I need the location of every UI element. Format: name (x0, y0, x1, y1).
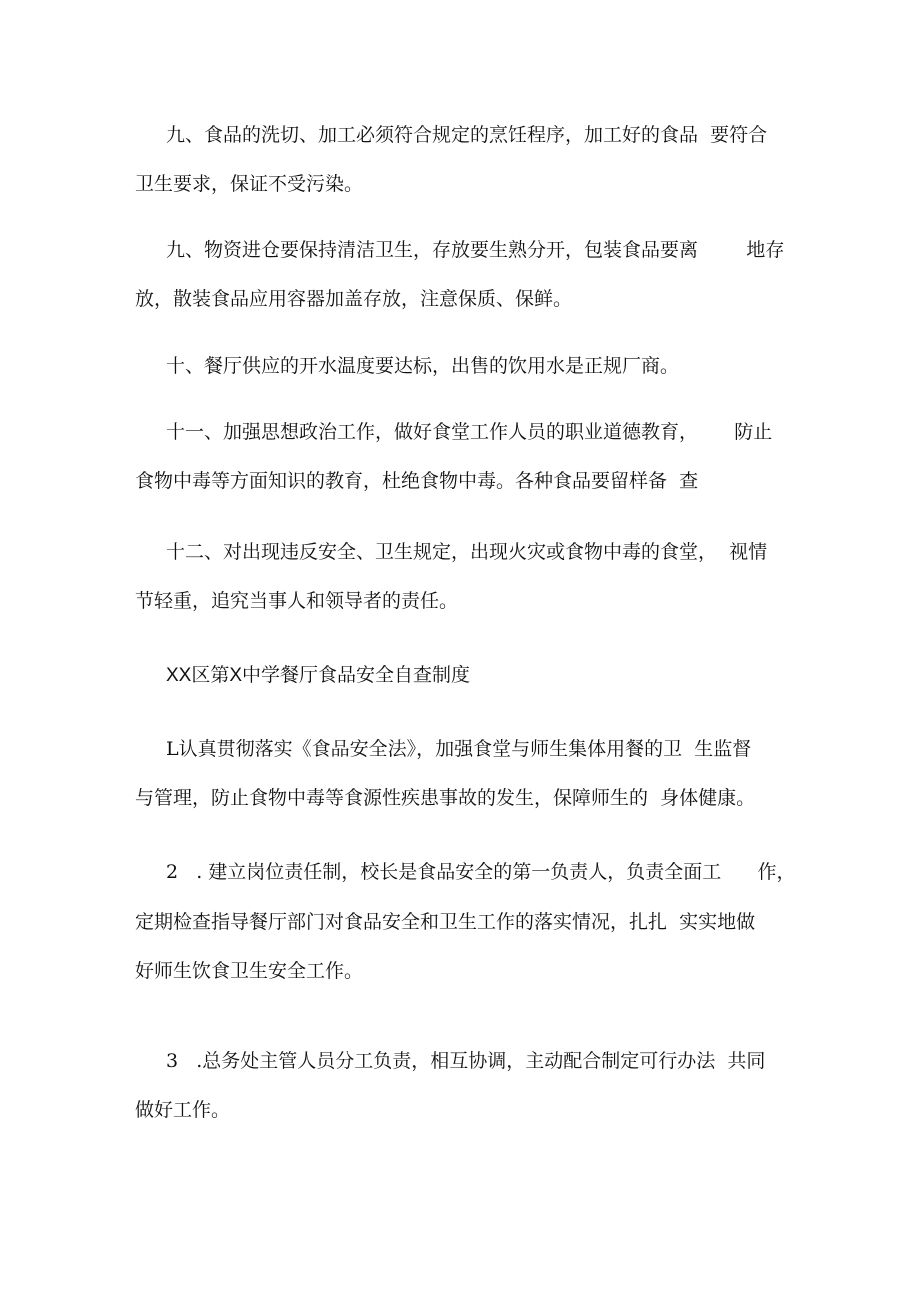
paragraph-line: 十一、加强思想政治工作，做好食堂工作人员的职业道德教育， 防止 (166, 421, 773, 443)
list-item-line: 2 . 建立岗位责任制，校长是食品安全的第一负责人，负责全面工 作， (166, 861, 796, 883)
list-item-line: 定期检查指导餐厅部门对食品安全和卫生工作的落实情况，扎扎 实实地做 (135, 911, 756, 933)
paragraph-line: 十二、对出现违反安全、卫生规定，出现火灾或食物中毒的食堂， 视情 (166, 541, 768, 563)
section-title: XX区第X中学餐厅食品安全自查制度 (166, 665, 471, 686)
paragraph-line: 放，散装食品应用容器加盖存放，注意保质、保鲜。 (135, 288, 573, 310)
paragraph-line: 卫生要求，保证不受污染。 (135, 173, 364, 195)
list-item-line: 3 .总务处主管人员分工负责，相互协调，主动配合制定可行办法 共同 (166, 1050, 766, 1072)
paragraph-line: 食物中毒等方面知识的教育，杜绝食物中毒。各种食品要留样备 查 (135, 470, 699, 492)
paragraph-line: 节轻重，追究当事人和领导者的责任。 (135, 590, 459, 612)
list-item-line: 与管理，防止食物中毒等食源性疾患事故的发生，保障师生的 身体健康。 (135, 787, 756, 809)
list-item-line: 好师生饮食卫生安全工作。 (135, 960, 364, 982)
paragraph-line: 九、食品的洗切、加工必须符合规定的烹饪程序，加工好的食品 要符合 (166, 124, 768, 146)
list-item-line: 做好工作。 (135, 1099, 231, 1121)
paragraph-line: 九、物资进仓要保持清洁卫生，存放要生熟分开，包装食品要离 地存 (166, 239, 785, 261)
list-item-line: L认真贯彻落实《食品安全法》，加强食堂与师生集体用餐的卫 生监督 (166, 738, 752, 760)
paragraph-line: 十、餐厅供应的开水温度要达标，出售的饮用水是正规厂商。 (166, 355, 680, 377)
